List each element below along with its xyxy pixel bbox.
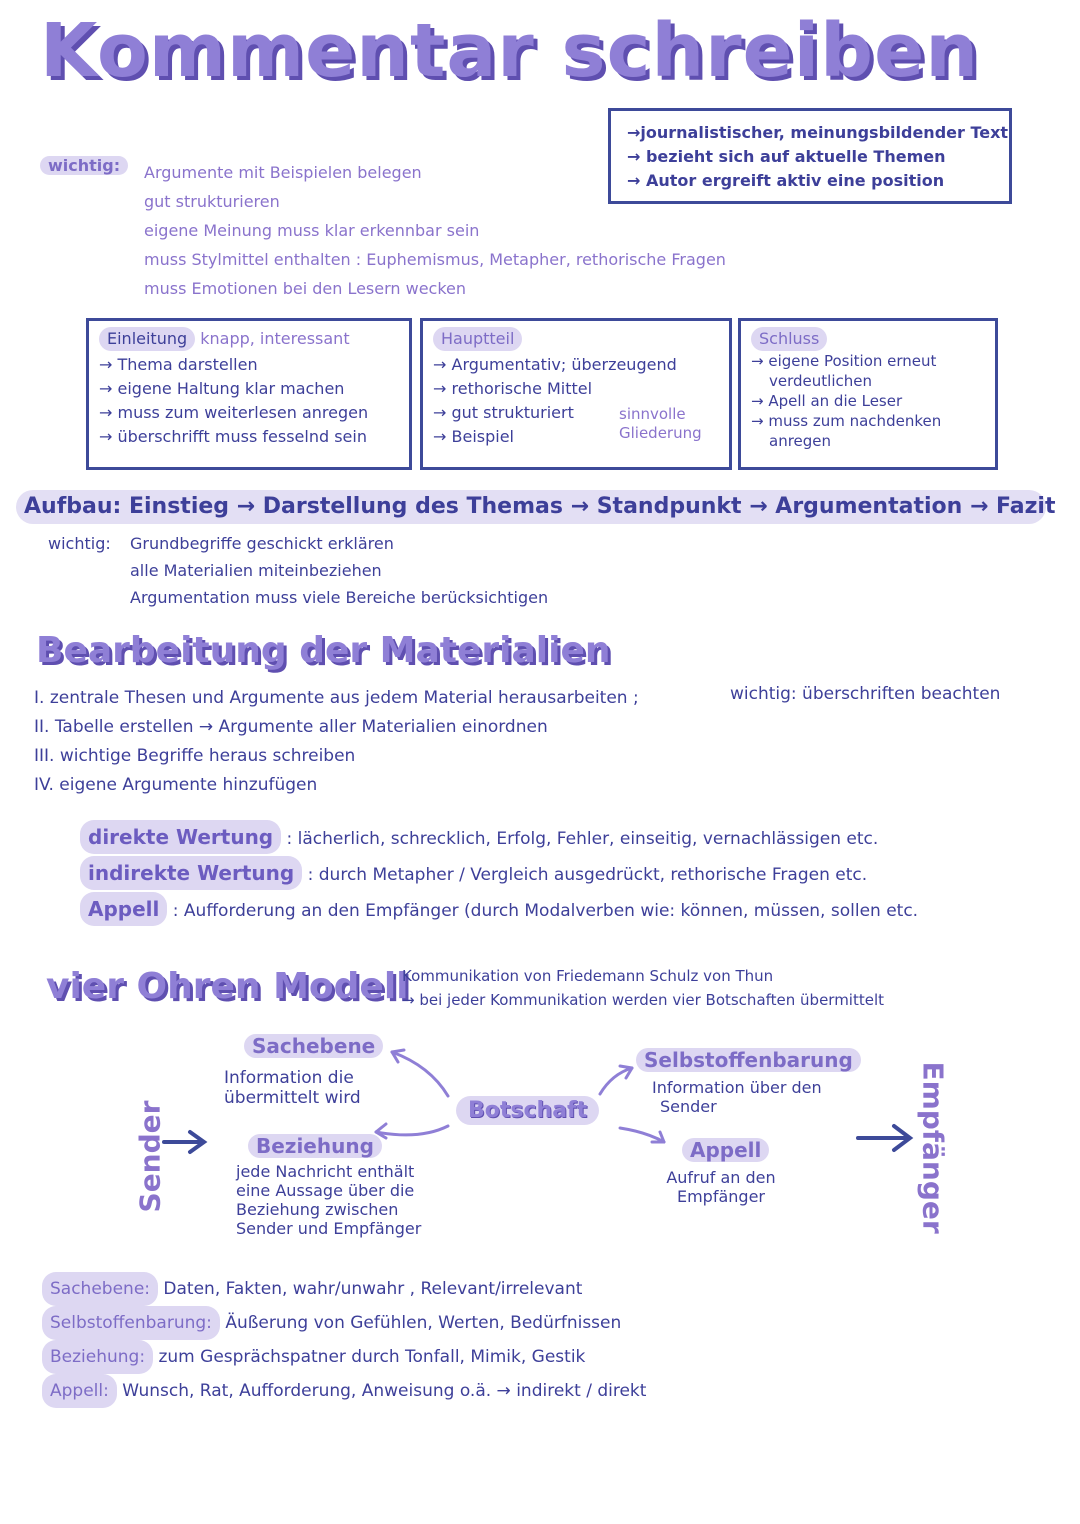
schluss-item: → Apell an die Leser [751,392,903,410]
arrow-sachebene [392,1052,448,1096]
hauptteil-item: → gut strukturiert [433,403,574,422]
wichtig-item: muss Stylmittel enthalten : Euphemismus, Metapher, rethorische Fragen [144,250,726,269]
beziehung-node [248,1134,382,1158]
schluss-heading: Schluss [751,327,827,351]
botschaft-node: Botschaft [456,1096,599,1125]
definition-row [42,1306,646,1340]
hauptteil-note: sinnvolle Gliederung [619,405,702,442]
wertung-direkt [80,820,918,856]
hauptteil-heading: Hauptteil [433,327,522,351]
definition-text: Daten, Fakten, wahr/unwahr , Relevant/irrelevant [163,1279,583,1299]
schluss-item: → eigene Position erneut [751,352,937,370]
direkt-text: : lächerlich, schrecklich, Erfolg, Fehler, einseitig, vernachlässigen etc. [286,829,879,849]
definition-label: Sachebene: [42,1272,158,1306]
page-title: Kommentar schreiben [40,8,980,94]
wichtig-list [144,158,726,303]
sachebene-text: Information die übermittelt wird [224,1068,361,1108]
wichtig2-list [130,530,548,611]
bearbeitung-step: I. zentrale Thesen und Argumente aus jedem Material herausarbeiten ; [34,688,639,708]
vier-ohren-desc2: → bei jeder Kommunikation werden vier Botschaften übermittelt [402,991,885,1009]
empfaenger-label: Empfänger [916,1061,950,1234]
sachebene-node [244,1034,383,1058]
hauptteil-item: → Beispiel [433,427,514,446]
definition-label: Selbstoffenbarung: [42,1306,220,1340]
appell-node [682,1138,769,1162]
diagram-arrows [0,1030,1080,1250]
wichtig-label: wichtig: [40,156,128,175]
appell-label: Appell [80,892,167,926]
wichtig2-block [48,530,111,557]
schluss-item: anregen [769,432,832,450]
einleitung-item: → Thema darstellen [99,355,258,374]
einleitung-note: knapp, interessant [200,329,350,348]
wertung-indirekt [80,856,918,892]
indirekt-text: : durch Metapher / Vergleich ausgedrückt, rethorische Fragen etc. [307,865,868,885]
bearbeitung-step: IV. eigene Argumente hinzufügen [34,775,318,795]
wichtig-item: gut strukturieren [144,192,280,211]
wichtig-item: muss Emotionen bei den Lesern wecken [144,279,467,298]
einleitung-item: → eigene Haltung klar machen [99,379,345,398]
einleitung-heading: Einleitung [99,327,195,351]
arrow-sender [164,1132,204,1152]
definition-label: Appell: [42,1374,117,1408]
bearbeitung-step: II. Tabelle erstellen → Argumente aller Materialien einordnen [34,717,548,737]
info-line: → Autor ergreift aktiv eine position [627,171,945,190]
selbst-node [636,1048,861,1072]
definition-row [42,1374,646,1408]
selbst-text: Information über den Sender [652,1078,822,1116]
schluss-item: verdeutlichen [769,372,872,390]
definition-text: Äußerung von Gefühlen, Werten, Bedürfnissen [225,1313,622,1333]
appell-node-label: Appell [682,1138,769,1162]
direkt-label: direkte Wertung [80,820,281,854]
wichtig-item: eigene Meinung muss klar erkennbar sein [144,221,480,240]
vier-ohren-heading: vier Ohren Modell [46,966,409,1007]
wichtig-item: Argumente mit Beispielen belegen [144,163,422,182]
hauptteil-item: → rethorische Mittel [433,379,593,398]
beziehung-text: jede Nachricht enthält eine Aussage über die Beziehung zwischen Sender und Empfänger [236,1162,422,1238]
hauptteil-item: → Argumentativ; überzeugend [433,355,677,374]
einleitung-box [86,318,412,470]
vier-ohren-desc1: Kommunikation von Friedemann Schulz von Thun [402,967,774,985]
wichtig2-item: Argumentation muss viele Bereiche berücksichtigen [130,588,549,607]
schluss-item: → muss zum nachdenken [751,412,942,430]
definition-text: zum Gesprächspatner durch Tonfall, Mimik, Gestik [158,1347,586,1367]
vier-ohren-desc [402,964,884,1012]
appell-text: : Aufforderung an den Empfänger (durch Modalverben wie: können, müssen, sollen etc. [172,901,919,921]
info-line: → bezieht sich auf aktuelle Themen [627,147,946,166]
selbst-label: Selbstoffenbarung [636,1048,861,1072]
definition-row [42,1272,646,1306]
wertung-block [80,820,918,928]
wertung-appell [80,892,918,928]
arrow-appell [620,1128,664,1142]
aufbau-strip: Aufbau: Einstieg → Darstellung des Themas → Standpunkt → Argumentation → Fazit [16,490,1046,524]
sender-label: Sender [133,1100,167,1213]
definition-row [42,1340,646,1374]
arrow-selbst [600,1068,632,1094]
definitions [42,1272,646,1408]
bearbeitung-heading: Bearbeitung der Materialien [36,630,611,671]
bearbeitung-step: III. wichtige Begriffe heraus schreiben [34,746,356,766]
bearbeitung-side-note: wichtig: überschriften beachten [730,684,1001,704]
info-line: →journalistischer, meinungsbildender Text [627,123,1009,142]
indirekt-label: indirekte Wertung [80,856,302,890]
definition-label: Beziehung: [42,1340,153,1374]
bearbeitung-steps [34,684,639,800]
beziehung-label: Beziehung [248,1134,382,1158]
arrow-empfaenger [858,1126,910,1150]
hauptteil-box [420,318,732,470]
definition-text: Wunsch, Rat, Aufforderung, Anweisung o.ä. → indirekt / direkt [122,1381,647,1401]
einleitung-item: → überschrifft muss fesselnd sein [99,427,367,446]
schluss-box [738,318,998,470]
wichtig2-item: Grundbegriffe geschickt erklären [130,534,394,553]
appell-node-text: Aufruf an den Empfänger [666,1168,776,1206]
sachebene-label: Sachebene [244,1034,383,1058]
einleitung-item: → muss zum weiterlesen anregen [99,403,369,422]
arrow-beziehung [376,1126,448,1135]
wichtig2-item: alle Materialien miteinbeziehen [130,561,382,580]
wichtig2-label: wichtig: [48,534,111,553]
